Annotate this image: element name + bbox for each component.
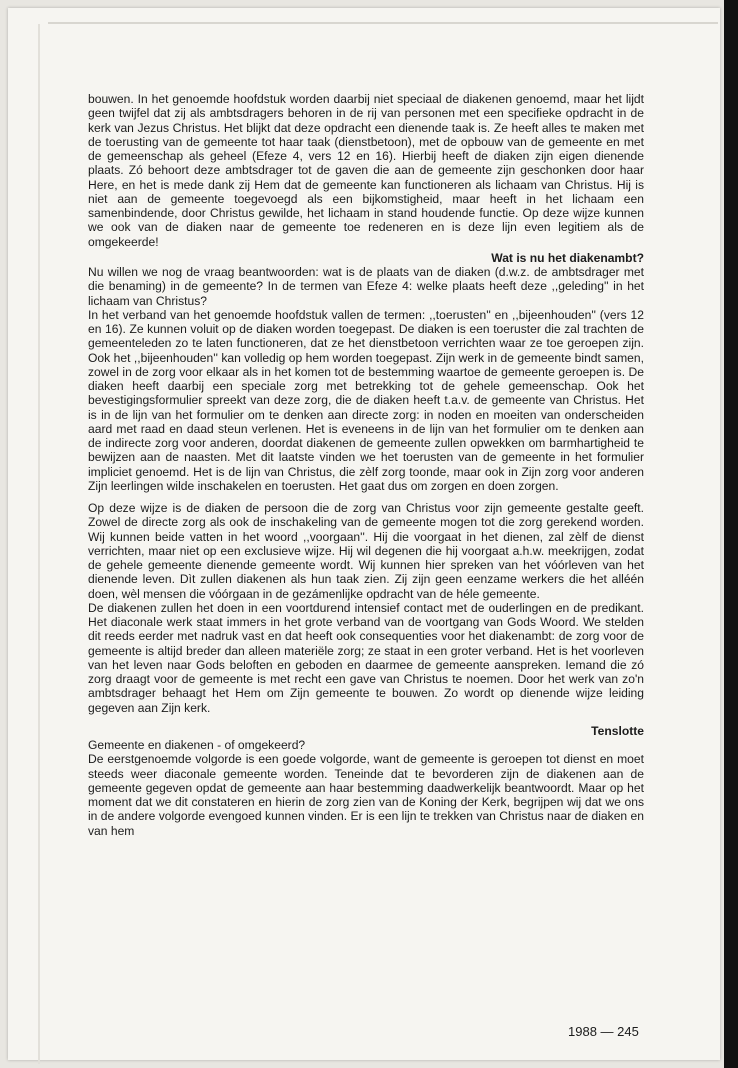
paragraph: De eerstgenoemde volgorde is een goede volgorde, want de gemeente is geroepen tot dienst en moet steeds weer diaconale gemeente worden. Teneinde dat te bevorderen zijn de diakenen aan de gemeente gegeven opdat de gemeente aan haar bestemming daadwerkelijk beantwoordt. Maar op het moment dat we dit constateren en hierin de zorg zien van de Koning der Kerk, begrijpen wij dat we ons in de andere volgorde evengoed kunnen vinden. Er is een lijn te trekken van Christus naar de diaken en van hem bbox=[88, 752, 644, 838]
document-page bbox=[8, 8, 720, 1060]
paragraph: Nu willen we nog de vraag beantwoorden: wat is de plaats van de diaken (d.w.z. de ambtsdrager met die benaming) in de gemeente? In de termen van Efeze 4: welke plaats heeft deze ,,geleding'' in het lichaam van Christus? bbox=[88, 265, 644, 308]
section-heading-tenslotte: Tenslotte bbox=[591, 723, 644, 738]
paragraph: Op deze wijze is de diaken de persoon die de zorg van Christus voor zijn gemeente gestalte geeft. Zowel de directe zorg als ook de inschakeling van de gemeente mogen tot die zorg gerekend worden. Wij kunnen beide vatten in het woord ,,voorgaan''. Hij die voorgaat in het dienen, zal zèlf de dienst verrichten, maar niet op een exclusieve wijze. Hij wil degenen die hij voorgaat a.h.w. meekrijgen, zodat de gehele gemeente dienende gemeente wordt. Wij kunnen hier spreken van het vóórleven van het dienende leven. Dìt zullen diakenen als hun taak zien. Zij zijn geen eenzame werkers die het alléén doen, wèl mensen die vóórgaan in de gezámenlijke opdracht van de héle gemeente. bbox=[88, 501, 644, 601]
paragraph: Gemeente en diakenen - of omgekeerd? bbox=[88, 738, 306, 752]
section-heading-diakenambt: Wat is nu het diakenambt? bbox=[491, 250, 644, 265]
page-number: 1988 — 245 bbox=[568, 1024, 639, 1039]
book-spine-edge bbox=[724, 0, 738, 1068]
page-left-edge bbox=[38, 24, 40, 1064]
paragraph: bouwen. In het genoemde hoofdstuk worden daarbij niet speciaal de diakenen genoemd, maar het lijdt geen twijfel dat zij als ambtsdragers behoren in de rij van personen met een specifieke opdracht in de kerk van Jezus Christus. Het blijkt dat deze opdracht een dienende taak is. Ze heeft alles te maken met de toerusting van de gemeente tot haar taak (dienstbetoon), met de opbouw van de gemeente en met de gemeenschap als geheel (Efeze 4, vers 12 en 16). Hierbij heeft de diaken zijn eigen dienende plaats. Zó behoort deze ambtsdrager tot de gaven die aan de gemeente zijn geschonken door haar Here, en het is mede dank zij Hem dat de gemeente kan functioneren als lichaam van Christus. Hij is niet aan de gemeente toegevoegd als een bijkomstigheid, maar heeft in het lichaam een samenbindende, door Christus gewilde, het lichaam in stand houdende functie. Op deze wijze kunnen we ook van de diaken naar de gemeente toe redeneren en is deze lijn even legitiem als de omgekeerde! bbox=[88, 92, 644, 249]
page-top-edge bbox=[48, 22, 718, 24]
article-body bbox=[88, 92, 644, 838]
paragraph: In het verband van het genoemde hoofdstuk vallen de termen: ,,toerusten'' en ,,bijeenhouden'' (vers 12 en 16). Ze kunnen voluit op de diaken worden toegepast. De diaken is een toeruster die zal trachten de gemeenteleden zo te laten functioneren, dat ze het dienstbetoon verrichten waar ze toe geroepen zijn. Ook het ,,bijeenhouden'' kan volledig op hem worden toegepast. Zijn werk in de gemeente bindt samen, zowel in de zorg voor elkaar als in het komen tot de bestemming waartoe de gemeente geroepen is. De diaken heeft daarbij een speciale zorg met betrekking tot de gehele gemeenschap. Ook het bevestigingsformulier spreekt van deze zorg, die de diaken heeft t.a.v. de gemeente van Christus. Het is in de lijn van het formulier om te denken aan directe zorg: in noden en moeiten van onderscheiden aard met raad en daad steun verlenen. Het is eveneens in de lijn van het formulier om te denken aan de indirecte zorg voor anderen, doordat diakenen de gemeente zullen opwekken om barmhartigheid te bewijzen aan de naasten. Met dit laatste vinden we het toerusten van de gemeente in het formulier impliciet genoemd. Het is de lijn van Christus, die zèlf zorg toonde, maar ook in Zijn zorg voor anderen Zijn leerlingen wilde inschakelen en toerusten. Het gaat dus om zorgen en doen zorgen. bbox=[88, 307, 644, 493]
paragraph: De diakenen zullen het doen in een voortdurend intensief contact met de ouderlingen en de predikant. Het diaconale werk staat immers in het grote verband van de voortgang van Gods Woord. We stelden dit reeds eerder met nadruk vast en dat heeft ook consequenties voor het diakenambt: de zorg voor de gemeente is altijd breder dan alleen materiële zorg; ze staat in een groter verband. Het is het voorleven van het leven naar Gods beloften en geboden en daarmee de gemeente aanspreken. Iemand die zó zorg draagt voor de gemeente is met recht een gave van Christus te noemen. Door het werk van zo'n ambtsdrager behaagt het Hem om Zijn gemeente te bouwen. Zo wordt op dienende wijze leiding gegeven aan Zijn kerk. bbox=[88, 600, 644, 715]
